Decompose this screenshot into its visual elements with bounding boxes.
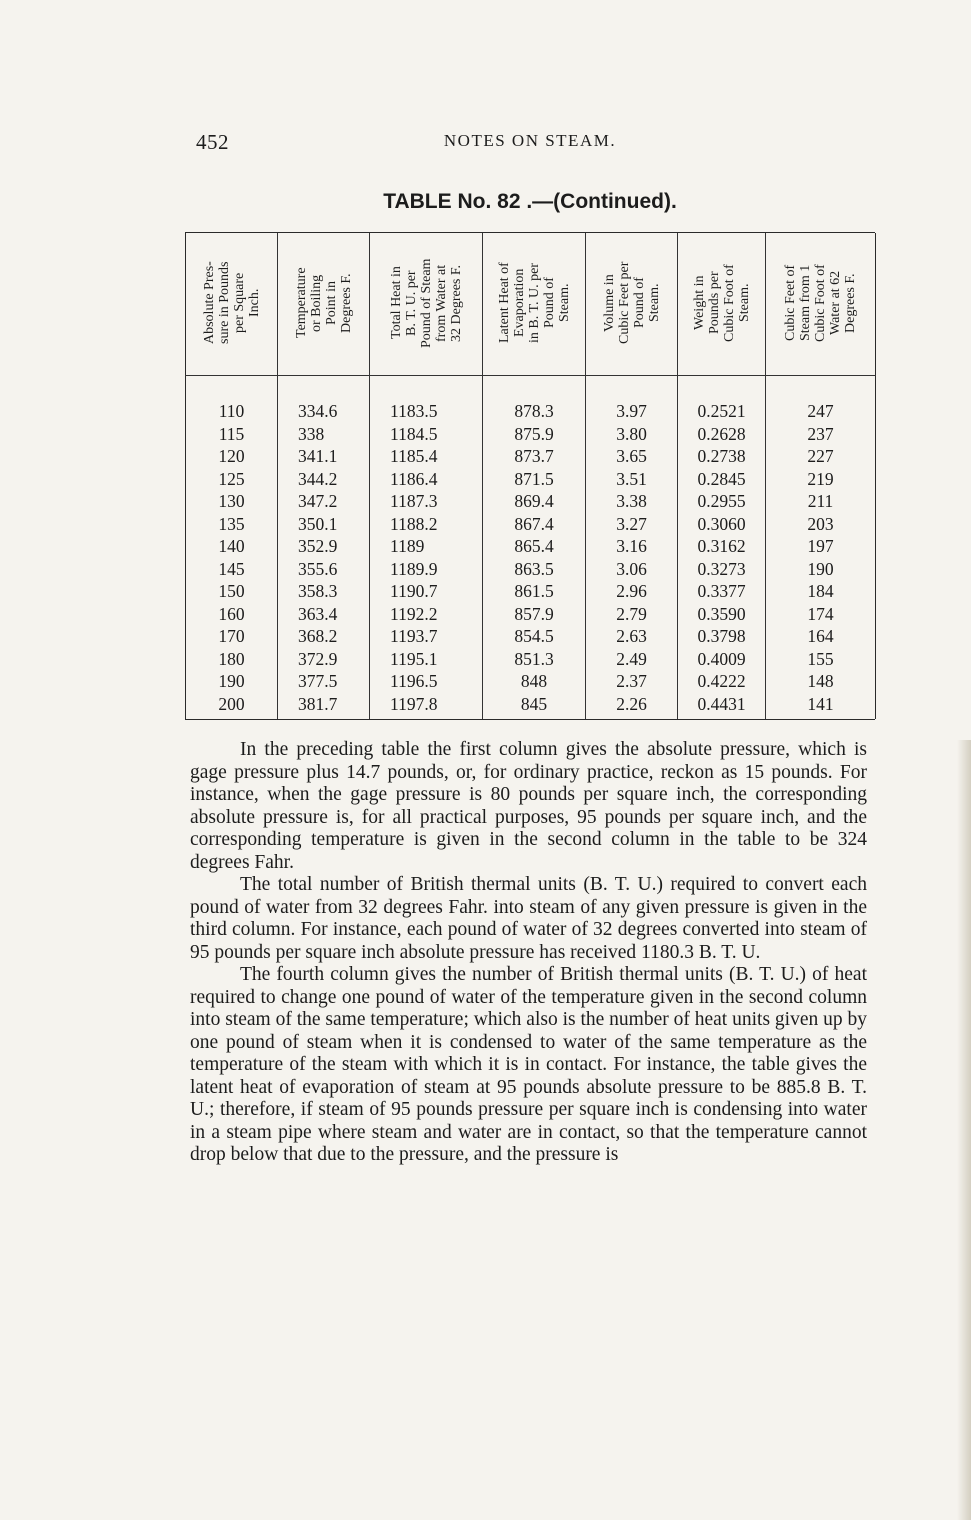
header-latent-heat	[483, 233, 586, 376]
table-cell: 2.37	[586, 670, 678, 693]
table-cell: 0.3798	[678, 625, 766, 648]
header-label: Weight in Pounds per Cubic Foot of Steam.	[691, 264, 752, 342]
table-cell: 3.27	[586, 513, 678, 536]
table-cell: 0.3162	[678, 535, 766, 558]
table-cell: 1188.2	[370, 513, 483, 536]
header-label: Latent Heat of Evaporation in B. T. U. per Pound of Steam.	[496, 262, 572, 344]
table-cell: 861.5	[483, 580, 586, 603]
table-row	[186, 490, 876, 513]
table-cell: 0.2521	[678, 376, 766, 423]
table-cell: 0.2628	[678, 423, 766, 446]
table-row	[186, 580, 876, 603]
table-row	[186, 445, 876, 468]
page-number: 452	[196, 130, 229, 154]
table-cell: 164	[766, 625, 876, 648]
paragraph: In the preceding table the first column gives the absolute pressure, which is gage pressure plus 14.7 pounds, or, for ordinary practice, reckon as 15 pounds. For instance, when the gage pressure is 80 pounds per square inch, the corresponding absolute pressure is, for all practical purposes, 95 pounds per square inch, and the corresponding temperature is given in the second column in the table to be 324 degrees Fahr.	[190, 739, 867, 873]
table-cell: 341.1	[278, 445, 370, 468]
table-cell: 865.4	[483, 535, 586, 558]
table-row	[186, 625, 876, 648]
table-cell: 3.51	[586, 468, 678, 491]
table-cell: 0.4431	[678, 693, 766, 720]
table-cell: 125	[186, 468, 278, 491]
table-cell: 0.3060	[678, 513, 766, 536]
table-cell: 237	[766, 423, 876, 446]
table-cell: 227	[766, 445, 876, 468]
table-cell: 1193.7	[370, 625, 483, 648]
table-cell: 338	[278, 423, 370, 446]
table-cell: 347.2	[278, 490, 370, 513]
table-cell: 1189.9	[370, 558, 483, 581]
table-row	[186, 535, 876, 558]
header-total-heat	[370, 233, 483, 376]
table-cell: 352.9	[278, 535, 370, 558]
table-cell: 2.49	[586, 648, 678, 671]
table-cell: 2.26	[586, 693, 678, 720]
header-temperature	[278, 233, 370, 376]
paragraph: The total number of British thermal units (B. T. U.) required to convert each pound of water from 32 degrees Fahr. into steam of any given pressure is given in the third column. For instance, each pound of water of 32 degrees converted into steam of 95 pounds per square inch absolute pressure has received 1180.3 B. T. U.	[190, 874, 867, 963]
table-cell: 135	[186, 513, 278, 536]
table-cell: 203	[766, 513, 876, 536]
table-cell: 0.2845	[678, 468, 766, 491]
table-cell: 1192.2	[370, 603, 483, 626]
table-cell: 878.3	[483, 376, 586, 423]
table-cell: 344.2	[278, 468, 370, 491]
table-cell: 170	[186, 625, 278, 648]
steam-table	[185, 232, 875, 720]
table-row	[186, 648, 876, 671]
table-cell: 857.9	[483, 603, 586, 626]
table-cell: 358.3	[278, 580, 370, 603]
table-row	[186, 468, 876, 491]
header-weight	[678, 233, 766, 376]
table-cell: 363.4	[278, 603, 370, 626]
table-cell: 1195.1	[370, 648, 483, 671]
table-row	[186, 376, 876, 423]
table-cell: 190	[186, 670, 278, 693]
table-cell: 3.06	[586, 558, 678, 581]
header-label: Temperature or Boiling Point in Degrees F.	[293, 267, 354, 339]
header-label: Absolute Pres- sure in Pounds per Square Inch.	[201, 261, 262, 345]
table-cell: 372.9	[278, 648, 370, 671]
table-cell: 160	[186, 603, 278, 626]
table-cell: 1187.3	[370, 490, 483, 513]
table-cell: 1185.4	[370, 445, 483, 468]
table-cell: 0.4009	[678, 648, 766, 671]
table-cell: 871.5	[483, 468, 586, 491]
table-cell: 174	[766, 603, 876, 626]
table-cell: 184	[766, 580, 876, 603]
table-cell: 247	[766, 376, 876, 423]
table-title: TABLE No. 82 .—(Continued).	[383, 190, 677, 213]
table-cell: 2.79	[586, 603, 678, 626]
table-cell: 845	[483, 693, 586, 720]
table-cell: 197	[766, 535, 876, 558]
table-cell: 350.1	[278, 513, 370, 536]
table-cell: 120	[186, 445, 278, 468]
table-cell: 2.63	[586, 625, 678, 648]
table-cell: 334.6	[278, 376, 370, 423]
table-cell: 0.3590	[678, 603, 766, 626]
table-cell: 869.4	[483, 490, 586, 513]
table-cell: 1184.5	[370, 423, 483, 446]
table-cell: 140	[186, 535, 278, 558]
table-cell: 381.7	[278, 693, 370, 720]
table-cell: 867.4	[483, 513, 586, 536]
table-cell: 873.7	[483, 445, 586, 468]
table-row	[186, 693, 876, 720]
table-cell: 368.2	[278, 625, 370, 648]
table-cell: 1197.8	[370, 693, 483, 720]
table-row	[186, 603, 876, 626]
table-cell: 1189	[370, 535, 483, 558]
table-cell: 377.5	[278, 670, 370, 693]
table-cell: 355.6	[278, 558, 370, 581]
table-cell: 141	[766, 693, 876, 720]
table-cell: 3.80	[586, 423, 678, 446]
table-cell: 110	[186, 376, 278, 423]
header-volume	[586, 233, 678, 376]
page-edge-shadow	[957, 740, 971, 1520]
table-header-row	[186, 233, 876, 376]
table-row	[186, 423, 876, 446]
running-head: NOTES ON STEAM.	[443, 131, 617, 150]
table-cell: 180	[186, 648, 278, 671]
table-cell: 0.2738	[678, 445, 766, 468]
header-cubic-feet	[766, 233, 876, 376]
header-label: Cubic Feet of Steam from 1 Cubic Foot of Water at 62 Degrees F.	[783, 264, 858, 342]
table-cell: 0.3377	[678, 580, 766, 603]
table-cell: 2.96	[586, 580, 678, 603]
table-row	[186, 558, 876, 581]
table-cell: 0.3273	[678, 558, 766, 581]
table-cell: 0.2955	[678, 490, 766, 513]
body-text	[190, 739, 867, 1167]
table-cell: 1190.7	[370, 580, 483, 603]
table-cell: 848	[483, 670, 586, 693]
table-cell: 190	[766, 558, 876, 581]
table-cell: 130	[186, 490, 278, 513]
table-cell: 0.4222	[678, 670, 766, 693]
header-label: Total Heat in B. T. U. per Pound of Steam from Water at 32 Degrees F.	[388, 258, 464, 348]
table-cell: 145	[186, 558, 278, 581]
table-cell: 1183.5	[370, 376, 483, 423]
table-row	[186, 670, 876, 693]
table-cell: 115	[186, 423, 278, 446]
table-cell: 3.97	[586, 376, 678, 423]
table-row	[186, 513, 876, 536]
table-cell: 1196.5	[370, 670, 483, 693]
table-cell: 851.3	[483, 648, 586, 671]
header-absolute-pressure	[186, 233, 278, 376]
table-cell: 150	[186, 580, 278, 603]
table-cell: 219	[766, 468, 876, 491]
table-cell: 155	[766, 648, 876, 671]
paragraph: The fourth column gives the number of British thermal units (B. T. U.) of heat required to change one pound of water of the temperature given in the second column into steam of the same temperature; which also is the number of heat units given up by one pound of steam when it is condensed to water of the same temperature as the temperature of the steam with which it is in contact. For instance, the table gives the latent heat of evaporation of steam at 95 pounds absolute pressure to be 885.8 B. T. U.; therefore, if steam of 95 pounds pressure per square inch is condensing into water in a steam pipe where steam and water are in contact, so that the temperature cannot drop below that due to the pressure, and the pressure is	[190, 964, 867, 1165]
table-cell: 200	[186, 693, 278, 720]
table-cell: 875.9	[483, 423, 586, 446]
table-cell: 3.38	[586, 490, 678, 513]
table-cell: 863.5	[483, 558, 586, 581]
table-cell: 854.5	[483, 625, 586, 648]
table-cell: 3.16	[586, 535, 678, 558]
header-label: Volume in Cubic Feet per Pound of Steam.	[601, 261, 662, 345]
table-cell: 211	[766, 490, 876, 513]
table-cell: 148	[766, 670, 876, 693]
table-cell: 1186.4	[370, 468, 483, 491]
table-cell: 3.65	[586, 445, 678, 468]
